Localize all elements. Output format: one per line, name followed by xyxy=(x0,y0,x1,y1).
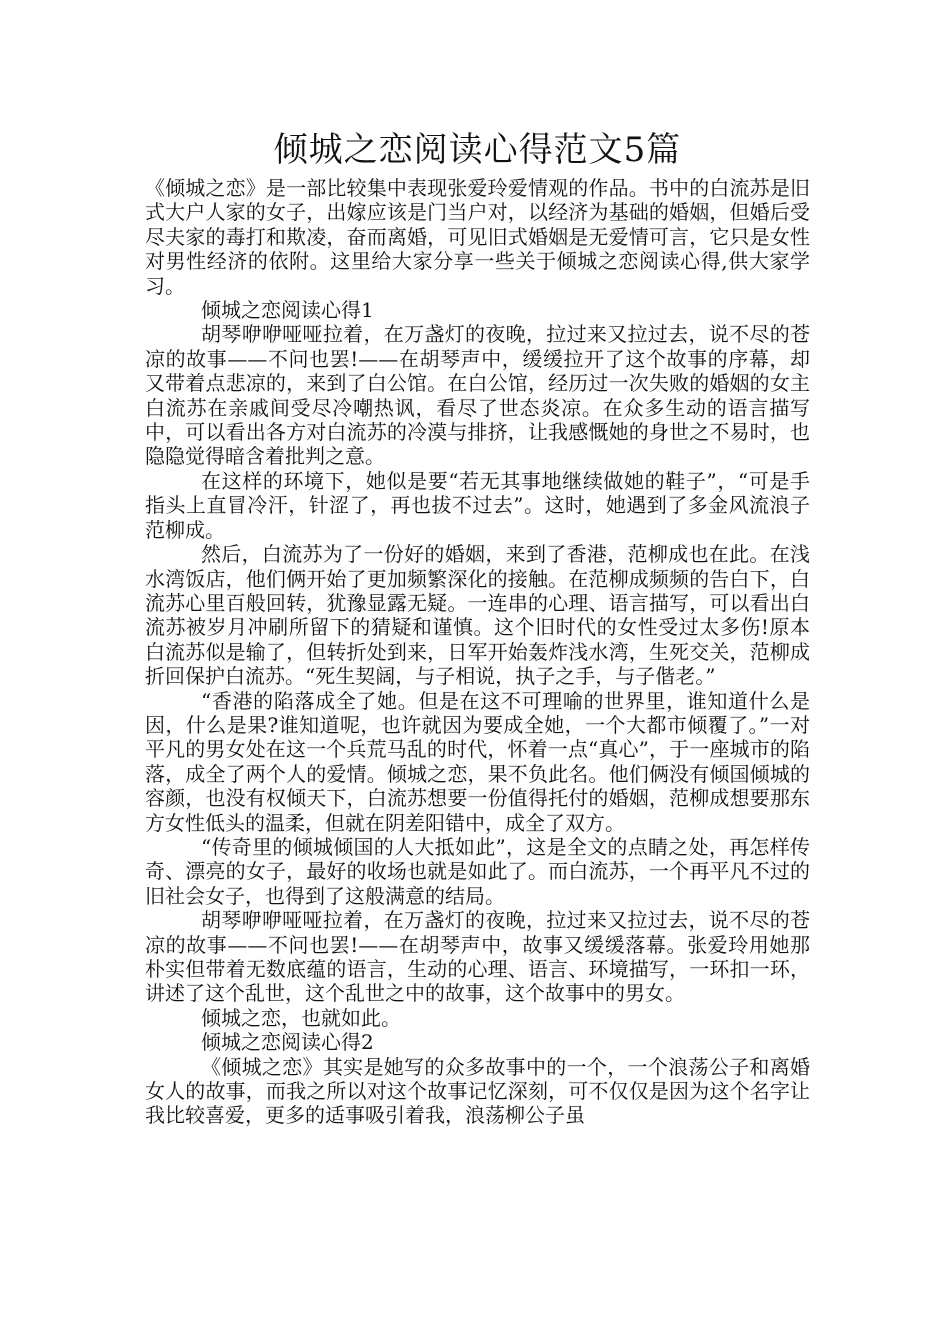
body-paragraph: “传奇里的倾城倾国的人大抵如此”，这是全文的点睛之处，再怎样传奇、漂亮的女子，最好的收场也就是如此了。而白流苏，一个再平凡不过的旧社会女子，也得到了这般满意的结局。 xyxy=(145,834,810,908)
document-page xyxy=(145,128,810,1128)
body-paragraph: 胡琴咿咿哑哑拉着，在万盏灯的夜晚，拉过来又拉过去，说不尽的苍凉的故事——不问也罢!——在胡琴声中，缓缓拉开了这个故事的序幕，却又带着点悲凉的，来到了白公馆。在白公馆，经历过一次失败的婚姻的女主白流苏在亲戚间受尽冷嘲热讽，看尽了世态炎凉。在众多生动的语言描写中，可以看出各方对白流苏的冷漠与排挤，让我感慨她的身世之不易时，也隐隐觉得暗含着批判之意。 xyxy=(145,322,810,469)
body-paragraph: 胡琴咿咿哑哑拉着，在万盏灯的夜晚，拉过来又拉过去，说不尽的苍凉的故事——不问也罢!——在胡琴声中，故事又缓缓落幕。张爱玲用她那朴实但带着无数底蕴的语言，生动的心理、语言、环境描写，一环扣一环，讲述了这个乱世，这个乱世之中的故事，这个故事中的男女。 xyxy=(145,908,810,1006)
intro-paragraph: 《倾城之恋》是一部比较集中表现张爱玲爱情观的作品。书中的白流苏是旧式大户人家的女子，出嫁应该是门当户对，以经济为基础的婚姻，但婚后受尽夫家的毒打和欺凌，奋而离婚，可见旧式婚姻是无爱情可言，它只是女性对男性经济的依附。这里给大家分享一些关于倾城之恋阅读心得,供大家学习。 xyxy=(145,176,810,298)
document-title: 倾城之恋阅读心得范文5篇 xyxy=(273,130,682,170)
document-body xyxy=(145,176,810,1128)
section-heading-1: 倾城之恋阅读心得1 xyxy=(201,298,374,323)
body-paragraph: 《倾城之恋》其实是她写的众多故事中的一个，一个浪荡公子和离婚女人的故事，而我之所以对这个故事记忆深刻，可不仅仅是因为这个名字让我比较喜爱，更多的适事吸引着我，浪荡柳公子虽 xyxy=(145,1054,810,1128)
body-paragraph: 在这样的环境下，她似是要“若无其事地继续做她的鞋子”，“可是手指头上直冒冷汗，针涩了，再也拔不过去”。这时，她遇到了多金风流浪子范柳成。 xyxy=(145,468,810,542)
body-paragraph: “香港的陷落成全了她。但是在这不可理喻的世界里，谁知道什么是因，什么是果?谁知道呢，也许就因为要成全她，一个大都市倾覆了。”一对平凡的男女处在这一个兵荒马乱的时代，怀着一点“真心”，于一座城市的陷落，成全了两个人的爱情。倾城之恋，果不负此名。他们俩没有倾国倾城的容颜，也没有权倾天下，白流苏想要一份值得托付的婚姻，范柳成想要那东方女性低头的温柔，但就在阴差阳错中，成全了双方。 xyxy=(145,688,810,835)
section-heading-2: 倾城之恋阅读心得2 xyxy=(201,1030,374,1055)
body-paragraph: 然后，白流苏为了一份好的婚姻，来到了香港，范柳成也在此。在浅水湾饭店，他们俩开始了更加频繁深化的接触。在范柳成频频的告白下，白流苏心里百般回转，犹豫显露无疑。一连串的心理、语言描写，可以看出白流苏被岁月冲刷所留下的猜疑和谨慎。这个旧时代的女性受过太多伤!原本白流苏似是输了，但转折处到来，日军开始轰炸浅水湾，生死交关，范柳成折回保护白流苏。“死生契阔，与子相说，执子之手，与子偕老。” xyxy=(145,542,810,689)
body-paragraph: 倾城之恋，也就如此。 xyxy=(201,1005,401,1030)
